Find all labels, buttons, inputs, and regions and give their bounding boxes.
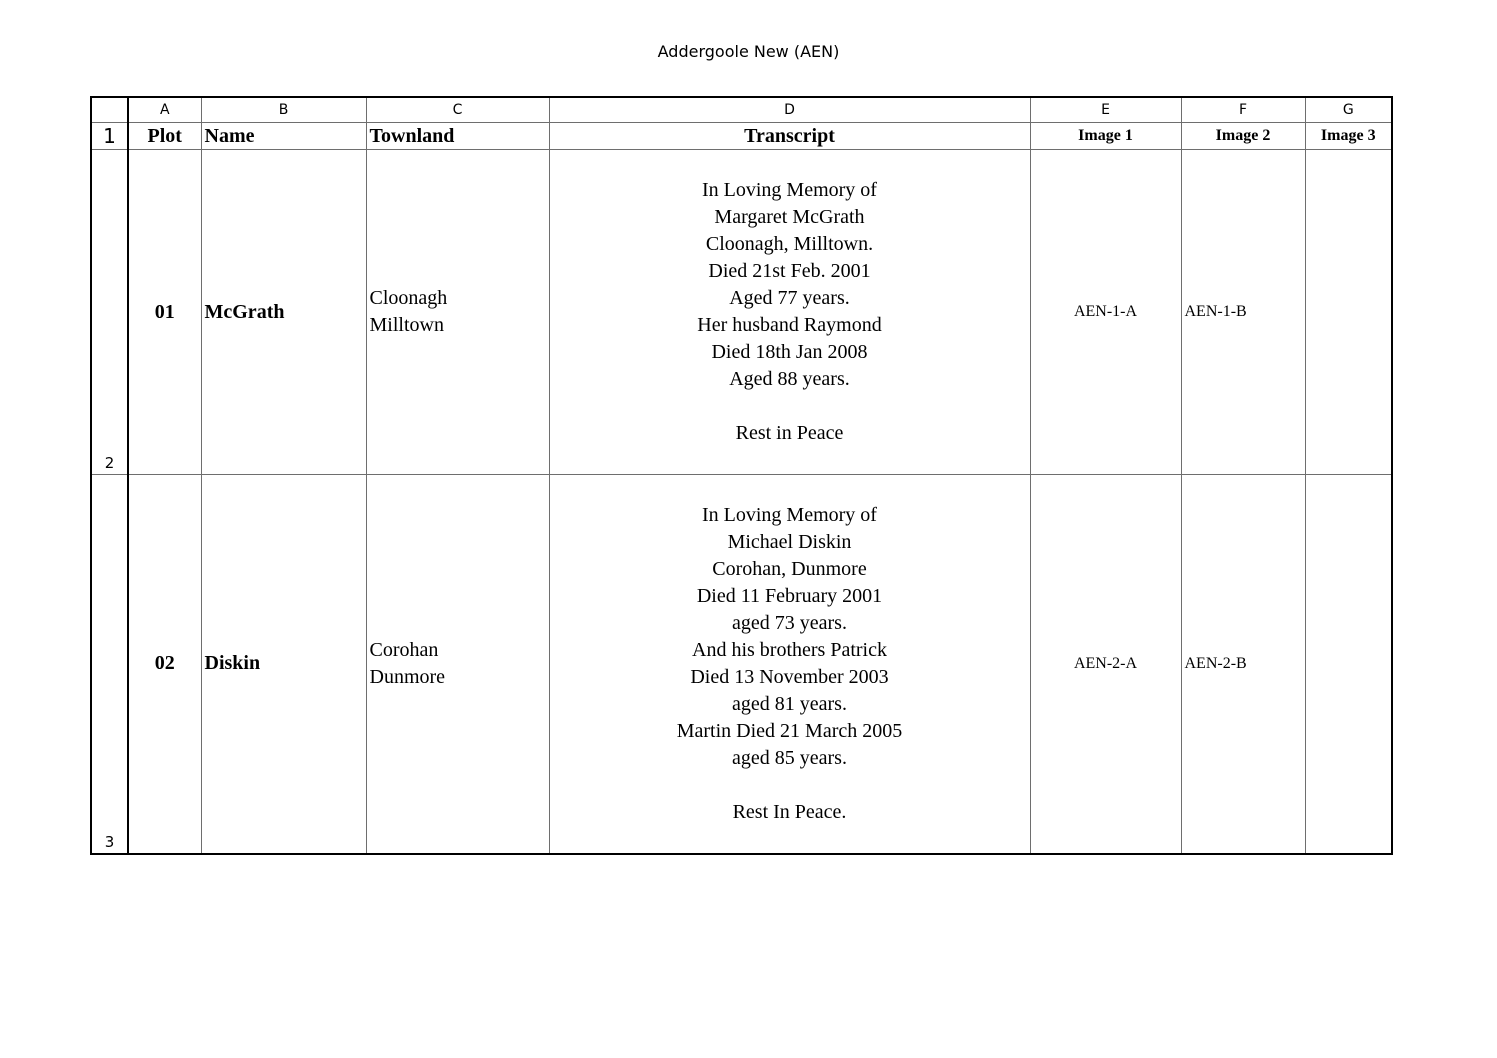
column-letter-a[interactable]: A — [128, 97, 201, 123]
header-name[interactable]: Name — [201, 123, 366, 150]
townland-cell[interactable] — [366, 475, 549, 854]
header-transcript[interactable]: Transcript — [549, 123, 1030, 150]
transcript-line — [550, 772, 1030, 799]
transcript-line: Died 11 February 2001 — [696, 584, 883, 607]
transcript-line: In Loving Memory of — [702, 503, 877, 526]
header-townland[interactable]: Townland — [366, 123, 549, 150]
column-letter-f[interactable]: F — [1181, 97, 1305, 123]
header-image-1[interactable]: Image 1 — [1030, 123, 1181, 150]
transcript-line: aged 85 years. — [732, 746, 847, 769]
column-letter-b[interactable]: B — [201, 97, 366, 123]
image-3-cell[interactable] — [1305, 475, 1392, 854]
transcript-line: Corohan, Dunmore — [712, 557, 867, 580]
townland-line: Milltown — [369, 314, 444, 336]
row-number-1[interactable]: 1 — [91, 123, 128, 150]
spreadsheet-table — [90, 96, 1393, 855]
column-letter-row — [91, 97, 1392, 123]
header-image-2[interactable]: Image 2 — [1181, 123, 1305, 150]
header-image-3[interactable]: Image 3 — [1305, 123, 1392, 150]
transcript-line: aged 81 years. — [732, 692, 847, 715]
transcript-line: Aged 88 years. — [729, 368, 850, 390]
column-letter-d[interactable]: D — [549, 97, 1030, 123]
name-cell[interactable]: Diskin — [201, 475, 366, 854]
image-1-cell[interactable]: AEN-2-A — [1030, 475, 1181, 854]
transcript-line — [550, 393, 1030, 420]
transcript-line: aged 73 years. — [732, 611, 847, 634]
townland-cell[interactable] — [366, 150, 549, 475]
transcript-line: Martin Died 21 March 2005 — [676, 719, 903, 742]
plot-cell[interactable]: 02 — [128, 475, 201, 854]
page-title: Addergoole New (AEN) — [657, 42, 840, 61]
row-number-2[interactable]: 2 — [91, 150, 128, 475]
column-letter-c[interactable]: C — [366, 97, 549, 123]
transcript-line: Margaret McGrath — [714, 206, 865, 228]
image-3-cell[interactable] — [1305, 150, 1392, 475]
transcript-line: Died 21st Feb. 2001 — [708, 260, 871, 282]
transcript-line: And his brothers Patrick — [692, 638, 887, 661]
image-2-cell[interactable]: AEN-1-B — [1181, 150, 1305, 475]
transcript-line: Rest in Peace — [735, 422, 844, 444]
transcript-line: In Loving Memory of — [702, 179, 877, 201]
transcript-line: Died 18th Jan 2008 — [711, 341, 868, 363]
column-letter-g[interactable]: G — [1305, 97, 1392, 123]
townland-line: Cloonagh — [369, 287, 448, 309]
transcript-line: Died 13 November 2003 — [690, 665, 889, 688]
image-2-cell[interactable]: AEN-2-B — [1181, 475, 1305, 854]
townland-line: Dunmore — [369, 665, 446, 688]
header-row — [91, 123, 1392, 150]
transcript-cell[interactable] — [549, 150, 1030, 475]
name-cell[interactable]: McGrath — [201, 150, 366, 475]
corner-cell[interactable] — [91, 97, 128, 123]
column-letter-e[interactable]: E — [1030, 97, 1181, 123]
table-row — [91, 150, 1392, 475]
transcript-cell[interactable] — [549, 475, 1030, 854]
row-number-3[interactable]: 3 — [91, 475, 128, 854]
plot-cell[interactable]: 01 — [128, 150, 201, 475]
image-1-cell[interactable]: AEN-1-A — [1030, 150, 1181, 475]
townland-line: Corohan — [369, 638, 439, 661]
transcript-line: Michael Diskin — [727, 530, 852, 553]
transcript-line: Her husband Raymond — [697, 314, 882, 336]
header-plot[interactable]: Plot — [128, 123, 201, 150]
table-row — [91, 475, 1392, 854]
transcript-line: Rest In Peace. — [732, 800, 847, 823]
transcript-line: Aged 77 years. — [729, 287, 850, 309]
transcript-line: Cloonagh, Milltown. — [705, 233, 874, 255]
